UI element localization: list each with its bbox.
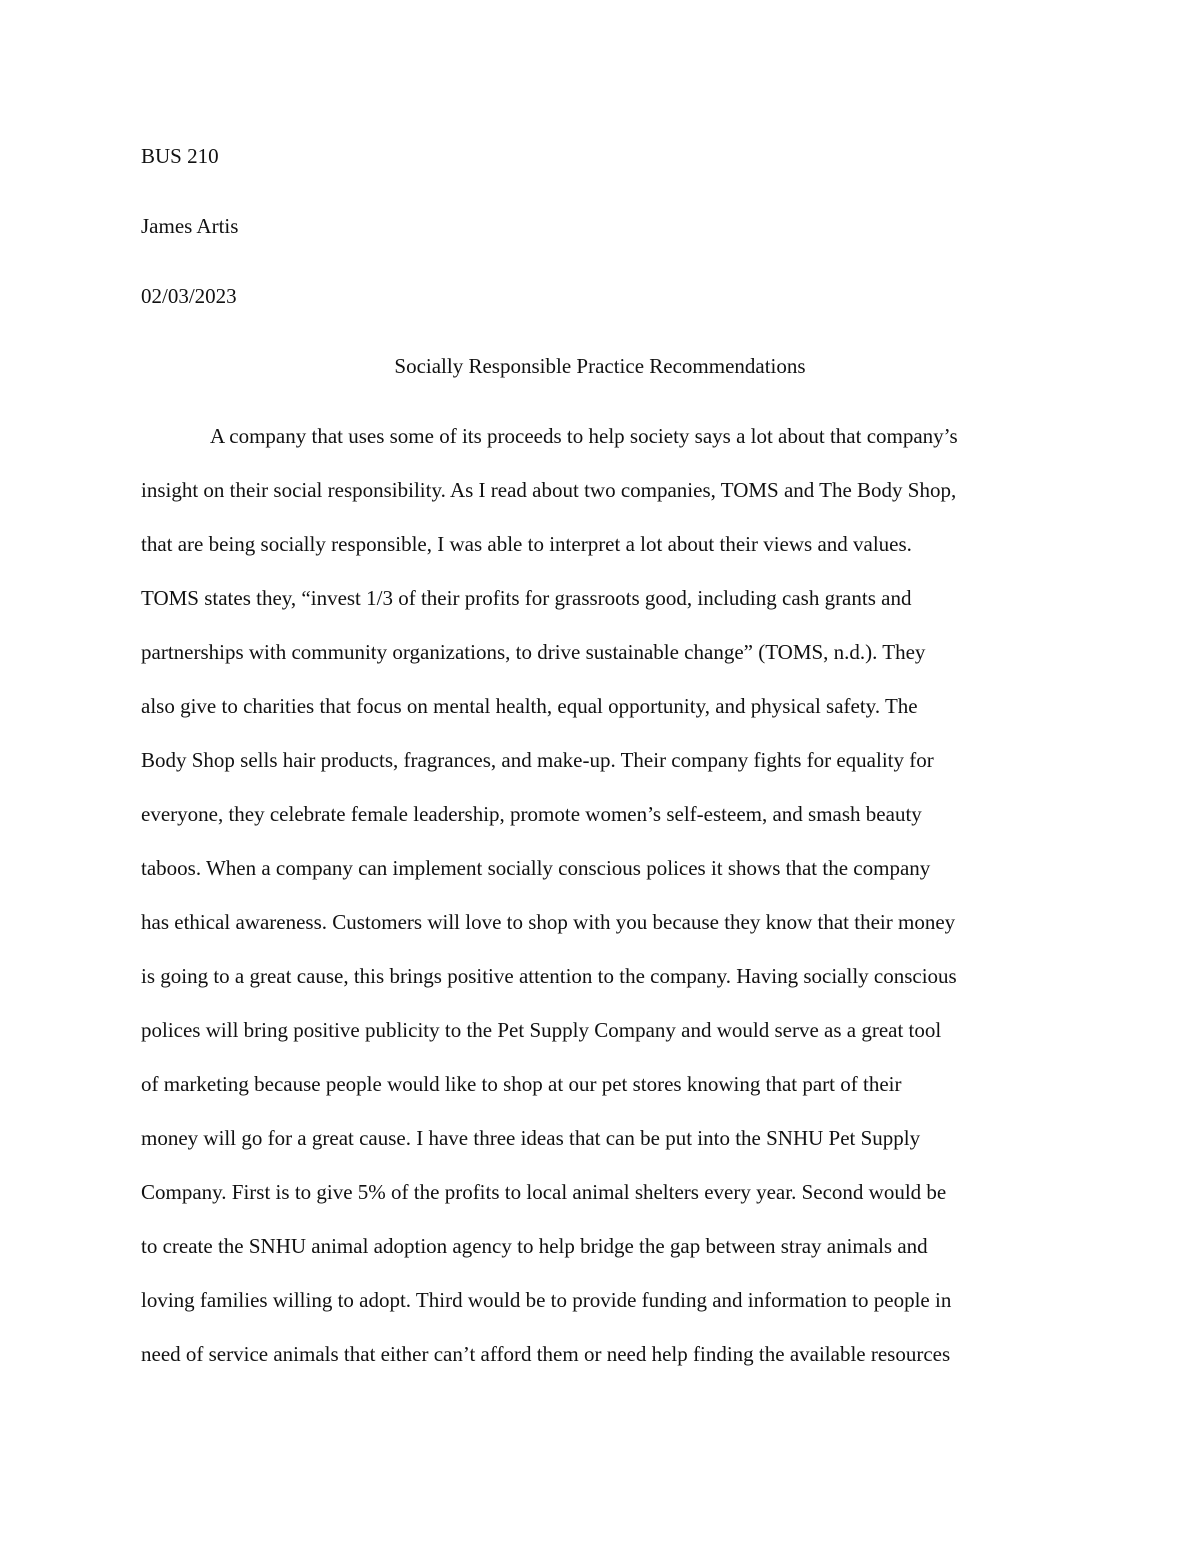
paragraph-line: everyone, they celebrate female leadership, promote women’s self-esteem, and smash beauty xyxy=(141,802,922,826)
paragraph-line: loving families willing to adopt. Third would be to provide funding and information to people in xyxy=(141,1288,952,1312)
course-code: BUS 210 xyxy=(141,144,219,168)
paragraph-line: need of service animals that either can’t afford them or need help finding the available resources xyxy=(141,1342,951,1366)
paragraph-line: has ethical awareness. Customers will love to shop with you because they know that their money xyxy=(141,910,956,934)
paragraph-line: partnerships with community organizations, to drive sustainable change” (TOMS, n.d.). They xyxy=(141,640,926,664)
paragraph-line: to create the SNHU animal adoption agency to help bridge the gap between stray animals and xyxy=(141,1234,928,1258)
paragraph-line: Body Shop sells hair products, fragrances, and make-up. Their company fights for equality for xyxy=(141,748,934,772)
paragraph-line: TOMS states they, “invest 1/3 of their profits for grassroots good, including cash grants and xyxy=(141,586,912,610)
paragraph-line: A company that uses some of its proceeds to help society says a lot about that company’s xyxy=(210,424,958,448)
paragraph-line: of marketing because people would like to shop at our pet stores knowing that part of their xyxy=(141,1072,902,1096)
paragraph-line: Company. First is to give 5% of the profits to local animal shelters every year. Second would be xyxy=(141,1180,947,1204)
paragraph-line: that are being socially responsible, I was able to interpret a lot about their views and values. xyxy=(141,532,912,556)
paragraph-line: insight on their social responsibility. As I read about two companies, TOMS and The Body Shop, xyxy=(141,478,957,502)
paragraph-line: taboos. When a company can implement socially conscious polices it shows that the company xyxy=(141,856,931,880)
paragraph-line: money will go for a great cause. I have three ideas that can be put into the SNHU Pet Supply xyxy=(141,1126,921,1150)
paragraph-line: polices will bring positive publicity to the Pet Supply Company and would serve as a great tool xyxy=(141,1018,942,1042)
paragraph-line: is going to a great cause, this brings positive attention to the company. Having socially conscious xyxy=(141,964,957,988)
author-name: James Artis xyxy=(141,214,239,238)
document-date: 02/03/2023 xyxy=(141,284,237,308)
paragraph-line: also give to charities that focus on mental health, equal opportunity, and physical safety. The xyxy=(141,694,918,718)
document-title: Socially Responsible Practice Recommendations xyxy=(394,354,806,378)
